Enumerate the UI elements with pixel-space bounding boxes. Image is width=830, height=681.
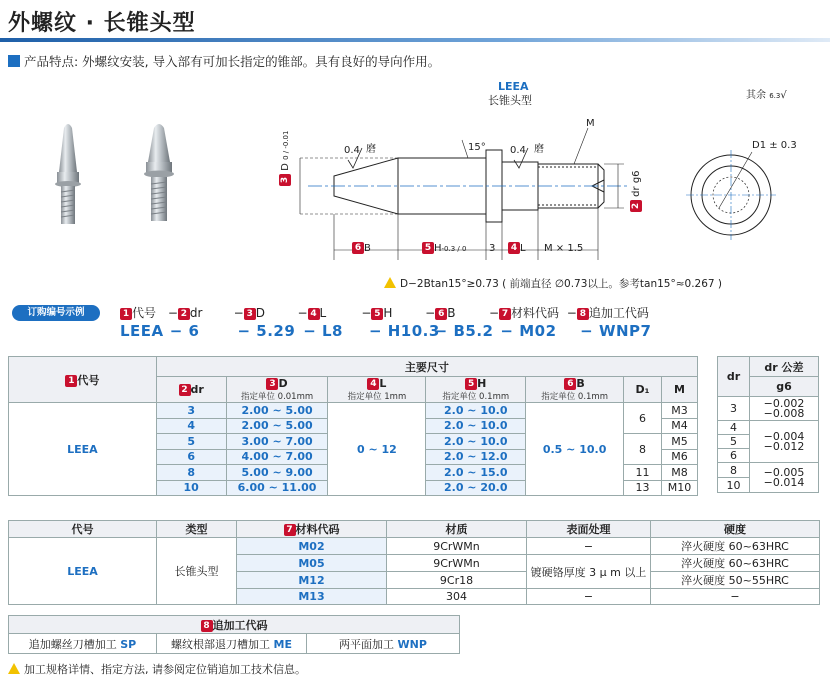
tolerance-table: dr dr 公差 g6 3 −0.002 −0.008 4 −0.004 −0.012 5 6 8 −0.005 −0.014 10 bbox=[717, 356, 819, 493]
angle-label: 15° bbox=[468, 142, 486, 153]
roughness-small-2: 0.4 bbox=[510, 145, 526, 156]
roughness-small: 0.4 bbox=[344, 145, 360, 156]
table-row: M05 9CrWMn 镀硬铬厚度 3 μ m 以上 淬火硬度 60~63HRC bbox=[9, 555, 820, 572]
table-row: 8 5.00 ~ 9.00 2.0 ~ 15.0 11 M8 bbox=[9, 465, 698, 481]
tol-dr-header: dr bbox=[718, 357, 750, 397]
h-header: 5 H 指定单位 0.1mm bbox=[426, 377, 526, 403]
thread-label: M bbox=[586, 118, 595, 129]
page-title: 外螺纹 · 长锥头型 bbox=[8, 11, 196, 36]
feature-label: 产品特点: 外螺纹安装, 导入部有可加长指定的锥部。具有良好的导向作用。 bbox=[24, 54, 441, 69]
feature-text bbox=[8, 52, 440, 70]
b-range: 0.5 ~ 10.0 bbox=[526, 403, 624, 496]
h-dimension: 5 H-0.3 / 0 bbox=[422, 242, 466, 254]
table-row: 4 2.00 ~ 5.00 2.0 ~ 10.0 M4 bbox=[9, 418, 698, 434]
surface-label: 其余 6.3√ bbox=[746, 90, 787, 101]
table-row: M12 9Cr18 淬火硬度 50~55HRC bbox=[9, 572, 820, 589]
b-header: 6 B 指定单位 0.1mm bbox=[526, 377, 624, 403]
table-row: 10 6.00 ~ 11.00 2.0 ~ 20.0 13 M10 bbox=[9, 480, 698, 496]
drawing-type: 长锥头型 bbox=[488, 94, 532, 107]
dimension-table bbox=[8, 356, 698, 496]
table-row: 6 4.00 ~ 7.00 2.0 ~ 12.0 M6 bbox=[9, 449, 698, 465]
title-underline bbox=[0, 38, 830, 42]
g6-header: g6 bbox=[750, 377, 819, 397]
product-photo bbox=[30, 110, 210, 250]
grind-label-2: 磨 bbox=[534, 144, 544, 155]
tol-header: dr 公差 bbox=[750, 357, 819, 377]
order-header: 1 代号 − 2 dr − 3 D − 4 L − 5 H − 6 B − 7 材料代码 − 8 追加工代码 bbox=[120, 304, 649, 321]
end-view bbox=[684, 140, 794, 250]
order-example-pill: 订购编号示例 bbox=[12, 305, 100, 321]
warning-icon bbox=[384, 277, 396, 288]
code-header: 1 代号 bbox=[9, 357, 157, 403]
l-header: 4 L 指定单位 1mm bbox=[328, 377, 426, 403]
l-range: 0 ~ 12 bbox=[328, 403, 426, 496]
l-dimension: 4 L bbox=[508, 242, 526, 254]
m-header: M bbox=[661, 377, 697, 403]
b-dimension: 6 B bbox=[352, 242, 371, 254]
table-row: LEEA 3 2.00 ~ 5.00 0 ~ 12 2.0 ~ 10.0 0.5 ~ 10.0 6 M3 bbox=[9, 403, 698, 419]
d1-header: D₁ bbox=[624, 377, 662, 403]
technical-drawing bbox=[278, 110, 658, 270]
warning-icon bbox=[8, 663, 20, 674]
table-row: 5 3.00 ~ 7.00 2.0 ~ 10.0 8 M5 bbox=[9, 434, 698, 450]
three-dimension: 3 bbox=[489, 243, 496, 254]
footnote: 加工规格详情、指定方法, 请参阅定位销追加工技术信息。 bbox=[8, 661, 306, 677]
grind-label: 磨 bbox=[366, 144, 376, 155]
d-dimension: 3 D 0 / -0.01 bbox=[279, 131, 291, 186]
d1-label: D1 ± 0.3 bbox=[752, 140, 797, 151]
order-example: LEEA − 6 − 5.29 − L8 − H10.3 − B5.2 − M02 − WNP7 bbox=[120, 322, 652, 340]
table-row: M13 304 − − bbox=[9, 589, 820, 605]
material-table: 代号 类型 7 材料代码 材质 表面处理 硬度 LEEA 长锥头型 M02 9CrWMn − 淬火硬度 60~63HRC M05 9CrWMn 镀硬铬厚度 3 μ m 以上 淬火硬度 60~63HRC M12 9Cr18 淬火硬度 50~55HRC M13 304 − − bbox=[8, 520, 820, 605]
dr-header: 2 dr bbox=[156, 377, 226, 403]
dr-dimension: 2 dr g6 bbox=[630, 170, 642, 212]
code-cell: LEEA bbox=[9, 403, 157, 496]
drawing-note: D−2Btan15°≥0.73 ( 前端直径 ∅0.73以上。参考tan15°≈0.267 ) bbox=[384, 276, 722, 291]
extra-processing-table: 8 追加工代码 追加螺丝刀槽加工 SP 螺纹根部退刀槽加工 ME 两平面加工 WNP bbox=[8, 615, 460, 654]
table-row: 追加螺丝刀槽加工 SP 螺纹根部退刀槽加工 ME 两平面加工 WNP bbox=[9, 634, 460, 654]
main-dims-header: 主要尺寸 bbox=[156, 357, 697, 377]
d-header: 3 D 指定单位 0.01mm bbox=[226, 377, 328, 403]
bullet-square-icon bbox=[8, 55, 20, 67]
drawing-code: LEEA bbox=[498, 80, 529, 93]
pitch-dimension: M × 1.5 bbox=[544, 243, 584, 254]
table-row: LEEA 长锥头型 M02 9CrWMn − 淬火硬度 60~63HRC bbox=[9, 538, 820, 555]
